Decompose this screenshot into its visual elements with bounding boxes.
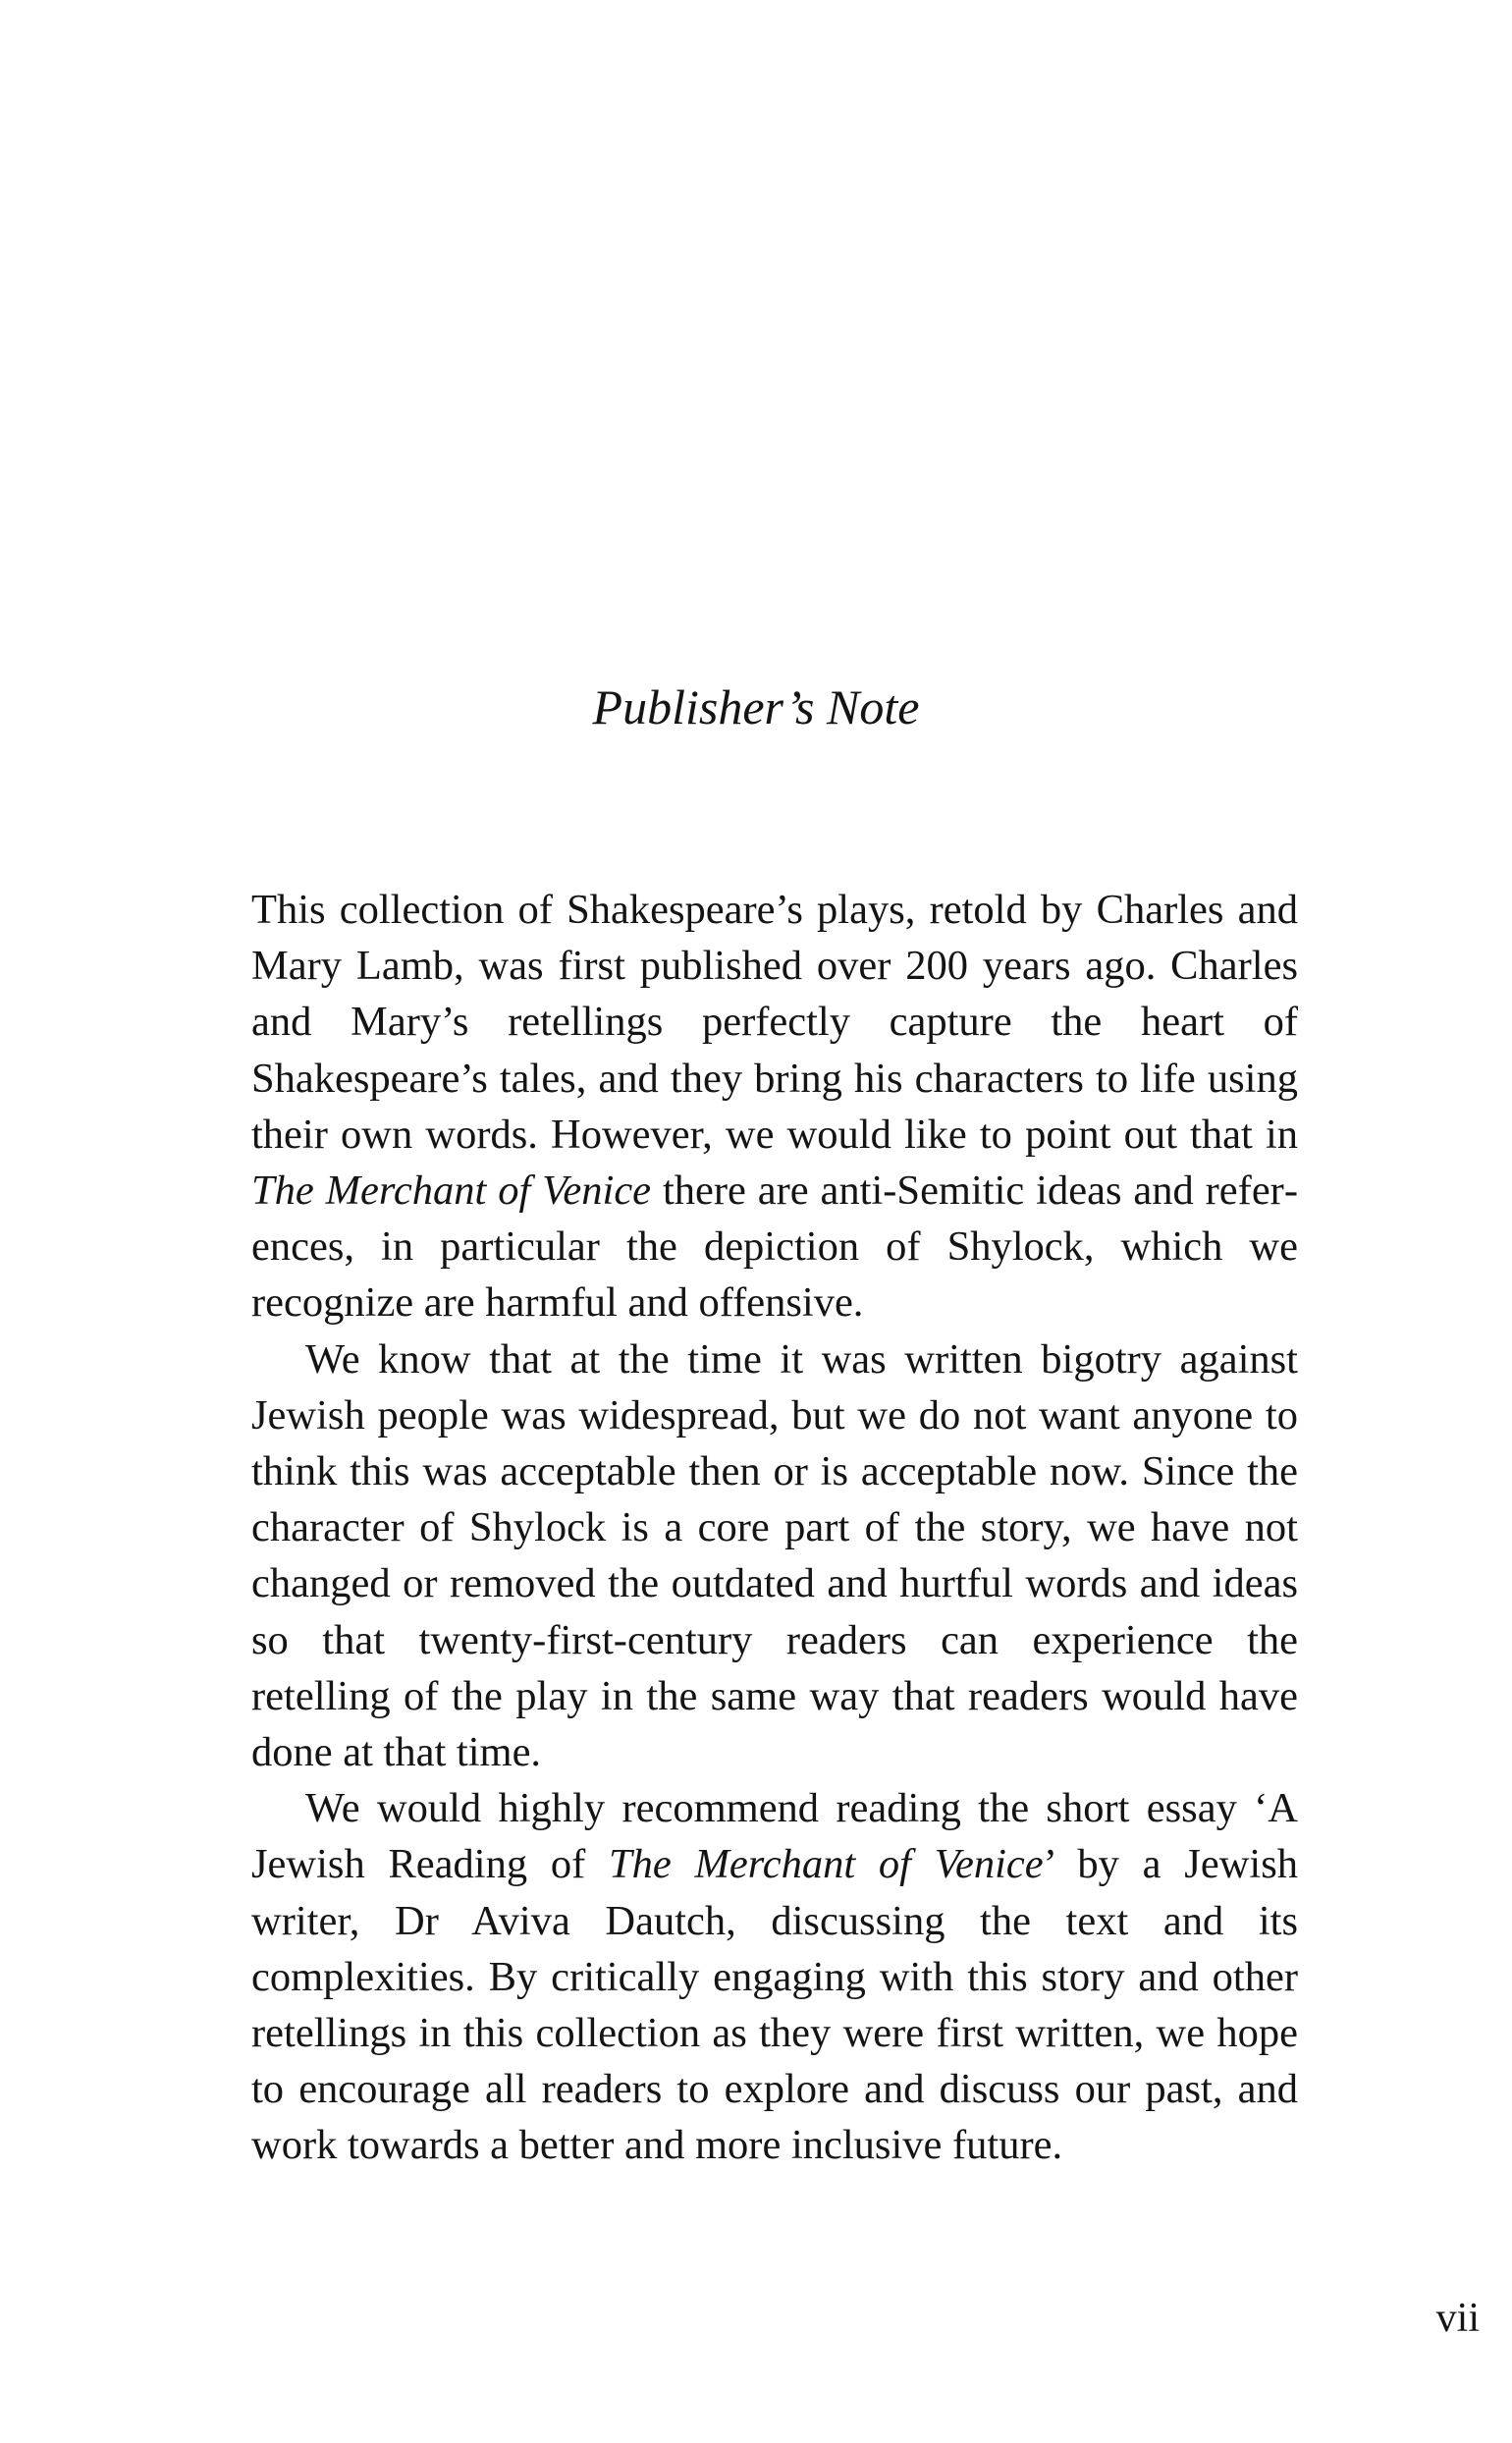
paragraph-3-text-a: We would highly recommend reading the short essay ‘A Jewish Reading of xyxy=(251,1785,1298,1888)
paragraph-2: We know that at the time it was written bigotry against Jewish people was widespread, but we do not want anyone to think this was acceptable then or is acceptable now. Since the character of Shylock is a core part of the story, we have not changed or removed the outdated and hurtful words and ideas so that twenty-first-century readers can experience the retelling of the play in the same way that readers would have done at that time. xyxy=(251,1335,1298,1776)
paragraph-3-play-title: The Merchant of Venice xyxy=(609,1841,1044,1888)
note-body xyxy=(251,882,1298,2174)
paragraph-1 xyxy=(251,882,1298,1331)
paragraph-1-text-a: This collection of Shakespeare’s plays, retold by Charles and Mary Lamb, was first published over 200 years ago. Charles and Mary’s retellings perfectly capture the heart of Shakespeare’s tales, and they bring his characters to life using their own words. However, we would like to point out that in xyxy=(251,887,1298,1158)
paragraph-3-text-b: ’ by a Jewish writer, Dr Aviva Dautch, discussing the text and its complexities. By critically engaging with this story and other retellings in this collection as they were first written, we hope to encourage all readers to explore and discuss our past, and work towards a better and more inclusive future. xyxy=(251,1841,1298,2169)
paragraph-1-text-b: there are anti-Semitic ideas and references, in particular the depiction of Shylock, which we recognize are harmful and offensive. xyxy=(251,1167,1298,1327)
page-title: Publisher’s Note xyxy=(592,679,920,734)
paragraph-1-play-title: The Merchant of Venice xyxy=(251,1167,652,1215)
page-number: vii xyxy=(1435,2296,1480,2341)
paragraph-3 xyxy=(251,1780,1298,2173)
